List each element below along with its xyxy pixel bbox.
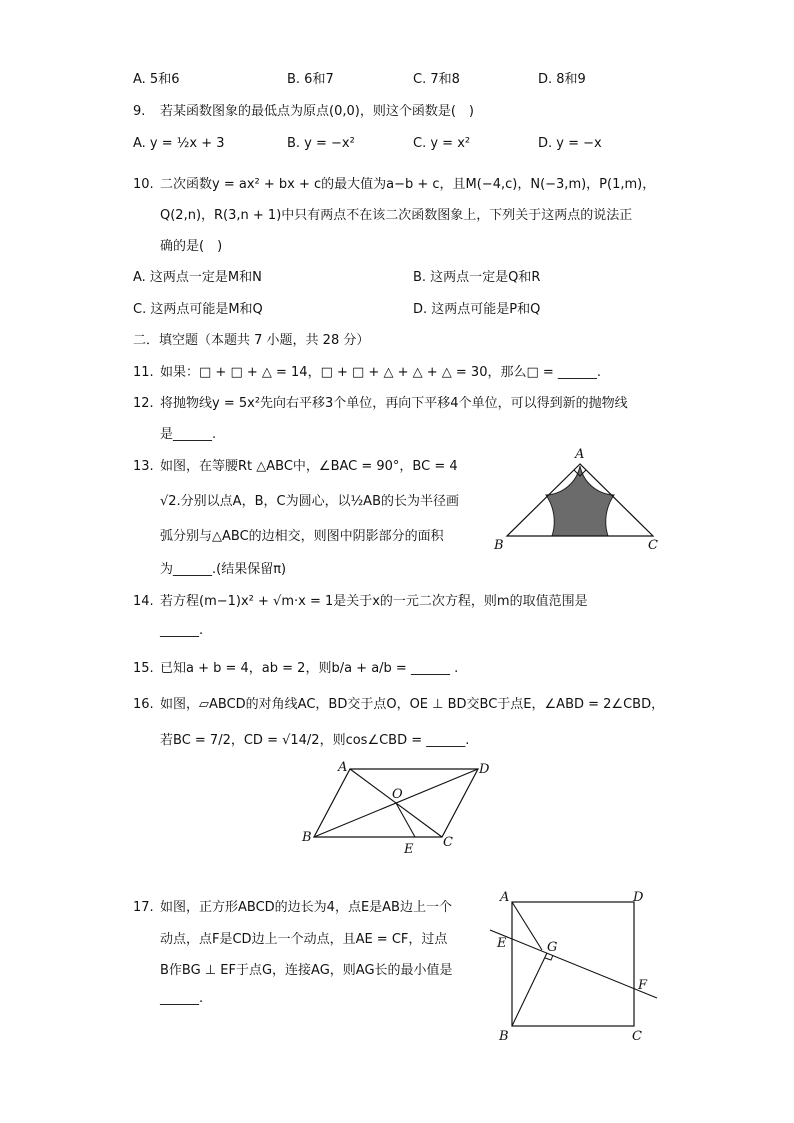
- question-13-line-2: √2.分别以点A，B，C为圆心，以½AB的长为半径画: [160, 494, 459, 509]
- question-13-line-1: [133, 455, 458, 474]
- q9-option-b: B. y = −x²: [287, 136, 355, 151]
- q16-parallelogram-figure: [295, 757, 500, 857]
- q16-label-e: E: [404, 842, 414, 857]
- question-16-line-2: 若BC = 7/2，CD = √14/2，则cos∠CBD = ______.: [160, 733, 470, 748]
- question-10-line-3: 确的是( ): [160, 239, 223, 254]
- q16-label-a: A: [338, 760, 348, 775]
- question-number: 10.: [133, 177, 154, 192]
- question-17-line-3: B作BG ⊥ EF于点G，连接AG，则AG长的最小值是: [160, 963, 453, 978]
- q9-option-c: C. y = x²: [413, 136, 471, 151]
- question-number: 9.: [133, 104, 146, 119]
- q10-option-d: D. 这两点可能是P和Q: [413, 302, 541, 317]
- question-14-line-2: ______.: [160, 623, 204, 638]
- section-heading-fill-in: 二．填空题（本题共 7 小题，共 28 分）: [133, 333, 370, 348]
- question-text: 如果：□ + □ + △ = 14，□ + □ + △ + △ + △ = 30，那么□ = ______.: [160, 365, 602, 380]
- question-number: 17.: [133, 900, 154, 915]
- q17-label-a: A: [500, 890, 510, 905]
- question-text: 将抛物线y = 5x²先向右平移3个单位，再向下平移4个单位，可以得到新的抛物线: [160, 396, 628, 411]
- q8-option-a: A. 5和6: [133, 72, 180, 87]
- question-17-line-2: 动点，点F是CD边上一个动点，且AE = CF，过点: [160, 932, 448, 947]
- question-text: 若某函数图象的最低点为原点(0,0)，则这个函数是( ): [160, 104, 474, 119]
- q17-label-g: G: [547, 940, 558, 955]
- q10-option-c: C. 这两点可能是M和Q: [133, 302, 263, 317]
- question-text: 已知a + b = 4，ab = 2，则b/a + a/b = ______ .: [160, 661, 459, 676]
- question-text: 二次函数y = ax² + bx + c的最大值为a−b + c，且M(−4,c)，N(−3,m)，P(1,m)，: [160, 177, 656, 192]
- question-15: [133, 657, 458, 676]
- q13-label-a: A: [575, 447, 585, 462]
- q10-option-a: A. 这两点一定是M和N: [133, 270, 262, 285]
- question-17-line-1: [133, 896, 452, 915]
- q13-triangle-figure: [490, 443, 670, 555]
- question-number: 12.: [133, 396, 154, 411]
- question-12-line-2: 是______.: [160, 427, 217, 442]
- q13-label-b: B: [494, 538, 504, 553]
- q17-square-figure: [485, 885, 670, 1045]
- question-number: 14.: [133, 594, 154, 609]
- q17-label-e: E: [497, 936, 507, 951]
- q16-label-b: B: [302, 830, 312, 845]
- question-number: 13.: [133, 459, 154, 474]
- q10-option-b: B. 这两点一定是Q和R: [413, 270, 541, 285]
- question-text: 如图，在等腰Rt △ABC中，∠BAC = 90°，BC = 4: [160, 459, 458, 474]
- q8-option-d: D. 8和9: [538, 72, 586, 87]
- q16-label-o: O: [392, 787, 403, 802]
- question-11: [133, 361, 601, 380]
- q16-label-d: D: [479, 762, 490, 777]
- q17-label-f: F: [638, 978, 648, 993]
- question-9-stem: [133, 100, 474, 119]
- question-12-line-1: [133, 392, 628, 411]
- q9-option-a: A. y = ½x + 3: [133, 136, 225, 151]
- q16-segment-oe: [396, 803, 415, 837]
- q8-option-c: C. 7和8: [413, 72, 460, 87]
- q17-line-ef: [490, 930, 657, 998]
- q8-option-b: B. 6和7: [287, 72, 334, 87]
- q17-label-b: B: [499, 1029, 509, 1044]
- question-number: 11.: [133, 365, 154, 380]
- question-text: 如图，▱ABCD的对角线AC，BD交于点O，OE ⊥ BD交BC于点E，∠ABD = 2∠CBD，: [160, 697, 665, 712]
- question-text: 若方程(m−1)x² + √m·x = 1是关于x的一元二次方程，则m的取值范围是: [160, 594, 588, 609]
- q17-segment-ag: [512, 902, 542, 950]
- q17-segment-bg: [512, 953, 547, 1026]
- question-number: 15.: [133, 661, 154, 676]
- question-10-line-1: [133, 173, 655, 192]
- question-number: 16.: [133, 697, 154, 712]
- q17-label-c: C: [632, 1029, 642, 1044]
- q13-label-c: C: [648, 538, 658, 553]
- question-16-line-1: [133, 693, 664, 712]
- q17-label-d: D: [633, 890, 644, 905]
- question-13-line-4: 为______.(结果保留π): [160, 562, 287, 577]
- question-13-line-3: 弧分别与△ABC的边相交，则图中阴影部分的面积: [160, 529, 444, 544]
- question-10-line-2: Q(2,n)，R(3,n + 1)中只有两点不在该二次函数图象上，下列关于这两点的说法正: [160, 208, 633, 223]
- question-text: 如图，正方形ABCD的边长为4，点E是AB边上一个: [160, 900, 452, 915]
- question-14-line-1: [133, 590, 588, 609]
- q16-label-c: C: [443, 835, 453, 850]
- question-17-line-4: ______.: [160, 991, 204, 1006]
- q9-option-d: D. y = −x: [538, 136, 602, 151]
